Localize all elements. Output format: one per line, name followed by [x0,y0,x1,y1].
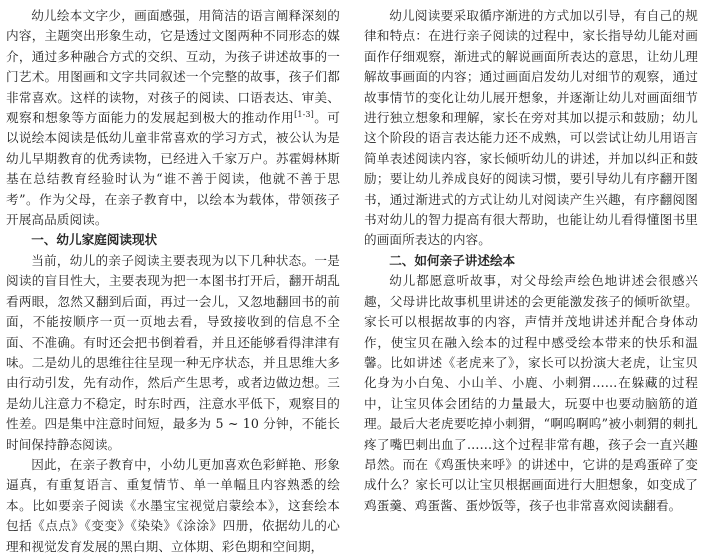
intro-text-part2: 。可以说绘本阅读是低幼儿童非常喜欢的学习方式，被公认为是幼儿早期教育的优秀读物，已经进入千家万户。苏霍姆林斯基在总结教育经验时认为“谁不善于阅读，他就不善于思考”。作为父母，在亲子教育中，以绘本为载体，带领孩子开展高品质阅读。 [6,110,340,228]
reading-status-paragraph: 当前，幼儿的亲子阅读主要表现为以下几种状态。一是阅读的盲目性大，主要表现为把一本图书打开后，翻开胡乱看两眼，忽然又翻到后面，再过一会儿，又忽地翻回书的前面，不能按顺序一页一页地去看，导致接收到的信息不全面、不准确。有时还会把书倒着看，并且还能够看得津津有味。二是幼儿的思维往往呈现一种无序状态，并且思维大多由行动引发，先有动作，然后产生思考，或者边做边想。三是幼儿注意力不稳定，时东时西，注意水平低下，观察目的性差。四是集中注意时间短，最多为 5 ~ 10 分钟，不能长时间保持静态阅读。 [6,252,340,452]
intro-paragraph [6,6,340,230]
intro-text-part1: 幼儿绘本文字少，画面感强，用简洁的语言阐释深刻的内容，主题突出形象生动，它是透过文图两种不同形态的媒介，通过多种融合方式的交织、互动，为孩子讲述故事的一门艺术。用图画和文字共同叙述一个完整的故事，孩子们都非常喜欢。这样的读物，对孩子的阅读、口语表达、审美、观察和想象等方面能力的发展起到极大的推动作用 [6,8,340,126]
section-heading-2: 二、如何亲子讲述绘本 [389,252,516,268]
storytelling-paragraph: 幼儿都愿意听故事，对父母绘声绘色地讲述会很感兴趣，父母讲比故事机里讲述的会更能激发孩子的倾听欲望。家长可以根据故事的内容，声情并茂地讲述并配合身体动作，使宝贝在融入绘本的过程中感受绘本带来的快乐和温馨。比如讲述《老虎来了》，家长可以扮演大老虎，让宝贝化身为小白兔、小山羊、小鹿、小刺猬……在躲藏的过程中，让宝贝体会团结的力量最大，玩耍中也要动脑筋的道理。最后大老虎要吃掉小刺猬，“啊呜啊呜”被小刺猬的刺扎疼了嘴巴刺出血了……这个过程非常有趣，孩子会一直兴趣昂然。而在《鸡蛋快来呼》的讲述中，它讲的是鸡蛋碎了变成什么？家长可以让宝贝根据画面进行大胆想象，如变成了鸡蛋羹、鸡蛋酱、蛋炒饭等，孩子也非常喜欢阅读翻看。 [364,273,698,513]
picture-book-preference-paragraph: 因此，在亲子教育中，小幼儿更加喜欢色彩鲜艳、形象逼真，有重复语言、重复情节、单一单幅且内容熟悉的绘本。比如要亲子阅读《水墨宝宝视觉启蒙绘本》，这套绘本包括《点点》《变变》《染染》《涂涂》四册，依据幼儿的心理和视觉发育发展的黑白期、立体期、彩色期和空间期， [6,456,340,554]
gradual-reading-paragraph: 幼儿阅读要采取循序渐进的方式加以引导，有自己的规律和特点：在进行亲子阅读的过程中，家长指导幼儿能对画面作仔细观察，渐进式的解说画面所表达的意思，让幼儿理解故事画面的内容；通过画面启发幼儿对细节的观察，通过故事情节的变化让幼儿展开想象，并逐渐让幼儿对画面细节进行独立想象和理解，家长在旁对其加以提示和鼓励；幼儿这个阶段的语言表达能力还不成熟，可以尝试让幼儿用语言简单表述阅读内容，家长倾听幼儿的讲述，并加以纠正和鼓励；要让幼儿养成良好的阅读习惯，要引导幼儿有序翻开图书，通过渐进式的方式让幼儿对阅读产生兴趣，有序翻阅图书对幼儿的智力提高有很大帮助，也能让幼儿看得懂图书里的画面所表达的内容。 [364,8,698,248]
citation-reference: [1-3] [294,109,314,119]
right-column [364,6,698,547]
left-column [6,6,340,554]
section-heading-1: 一、幼儿家庭阅读现状 [31,232,158,248]
